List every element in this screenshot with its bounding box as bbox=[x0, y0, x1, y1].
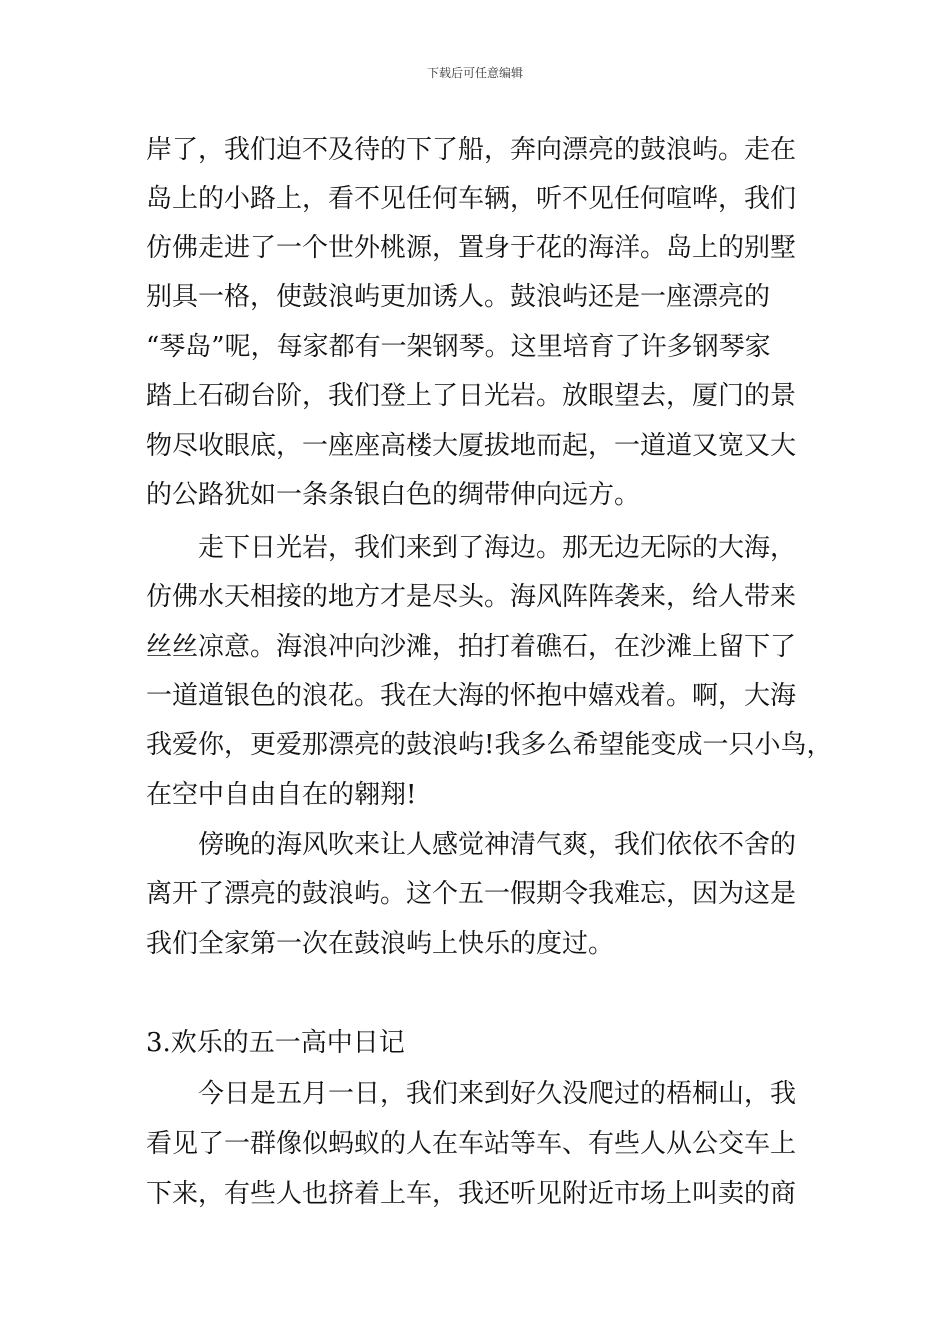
text-line: 仿佛水天相接的地方才是尽头。海风阵阵袭来，给人带来 bbox=[146, 582, 797, 612]
text-line: 一道道银色的浪花。我在大海的怀抱中嬉戏着。啊，大海 bbox=[146, 681, 797, 711]
paragraph-first-line: 傍晚的海风吹来让人感觉神清气爽，我们依依不舍的 bbox=[198, 830, 797, 860]
text-line: 在空中自由自在的翱翔! bbox=[146, 780, 417, 810]
text-line: 仿佛走进了一个世外桃源，置身于花的海洋。岛上的别墅 bbox=[146, 233, 797, 263]
text-line: 的公路犹如一条条银白色的绸带伸向远方。 bbox=[146, 480, 641, 510]
section-heading: 3.欢乐的五一高中日记 bbox=[146, 1028, 405, 1058]
text-line: 离开了漂亮的鼓浪屿。这个五一假期令我难忘，因为这是 bbox=[146, 879, 797, 909]
paragraph-first-line: 今日是五月一日，我们来到好久没爬过的梧桐山，我 bbox=[198, 1079, 797, 1109]
text-line: “琴岛”呢，每家都有一架钢琴。这里培育了许多钢琴家 bbox=[146, 332, 771, 362]
text-line: 看见了一群像似蚂蚁的人在车站等车、有些人从公交车上 bbox=[146, 1129, 797, 1159]
paragraph-first-line: 走下日光岩，我们来到了海边。那无边无际的大海， bbox=[198, 533, 797, 563]
text-line: 下来，有些人也挤着上车，我还听见附近市场上叫卖的商 bbox=[146, 1179, 797, 1209]
text-line: 我们全家第一次在鼓浪屿上快乐的度过。 bbox=[146, 929, 615, 959]
text-line: 踏上石砌台阶，我们登上了日光岩。放眼望去，厦门的景 bbox=[146, 381, 797, 411]
text-line: 丝丝凉意。海浪冲向沙滩，拍打着礁石，在沙滩上留下了 bbox=[146, 632, 797, 662]
text-line: 物尽收眼底，一座座高楼大厦拔地而起，一道道又宽又大 bbox=[146, 431, 797, 461]
page-header: 下载后可任意编辑 bbox=[426, 66, 523, 80]
text-line: 我爱你，更爱那漂亮的鼓浪屿!我多么希望能变成一只小鸟， bbox=[146, 730, 833, 760]
text-line: 别具一格，使鼓浪屿更加诱人。鼓浪屿还是一座漂亮的 bbox=[146, 282, 771, 312]
text-line: 岸了，我们迫不及待的下了船，奔向漂亮的鼓浪屿。走在 bbox=[146, 135, 797, 165]
text-line: 岛上的小路上，看不见任何车辆，听不见任何喧哗，我们 bbox=[146, 184, 797, 214]
